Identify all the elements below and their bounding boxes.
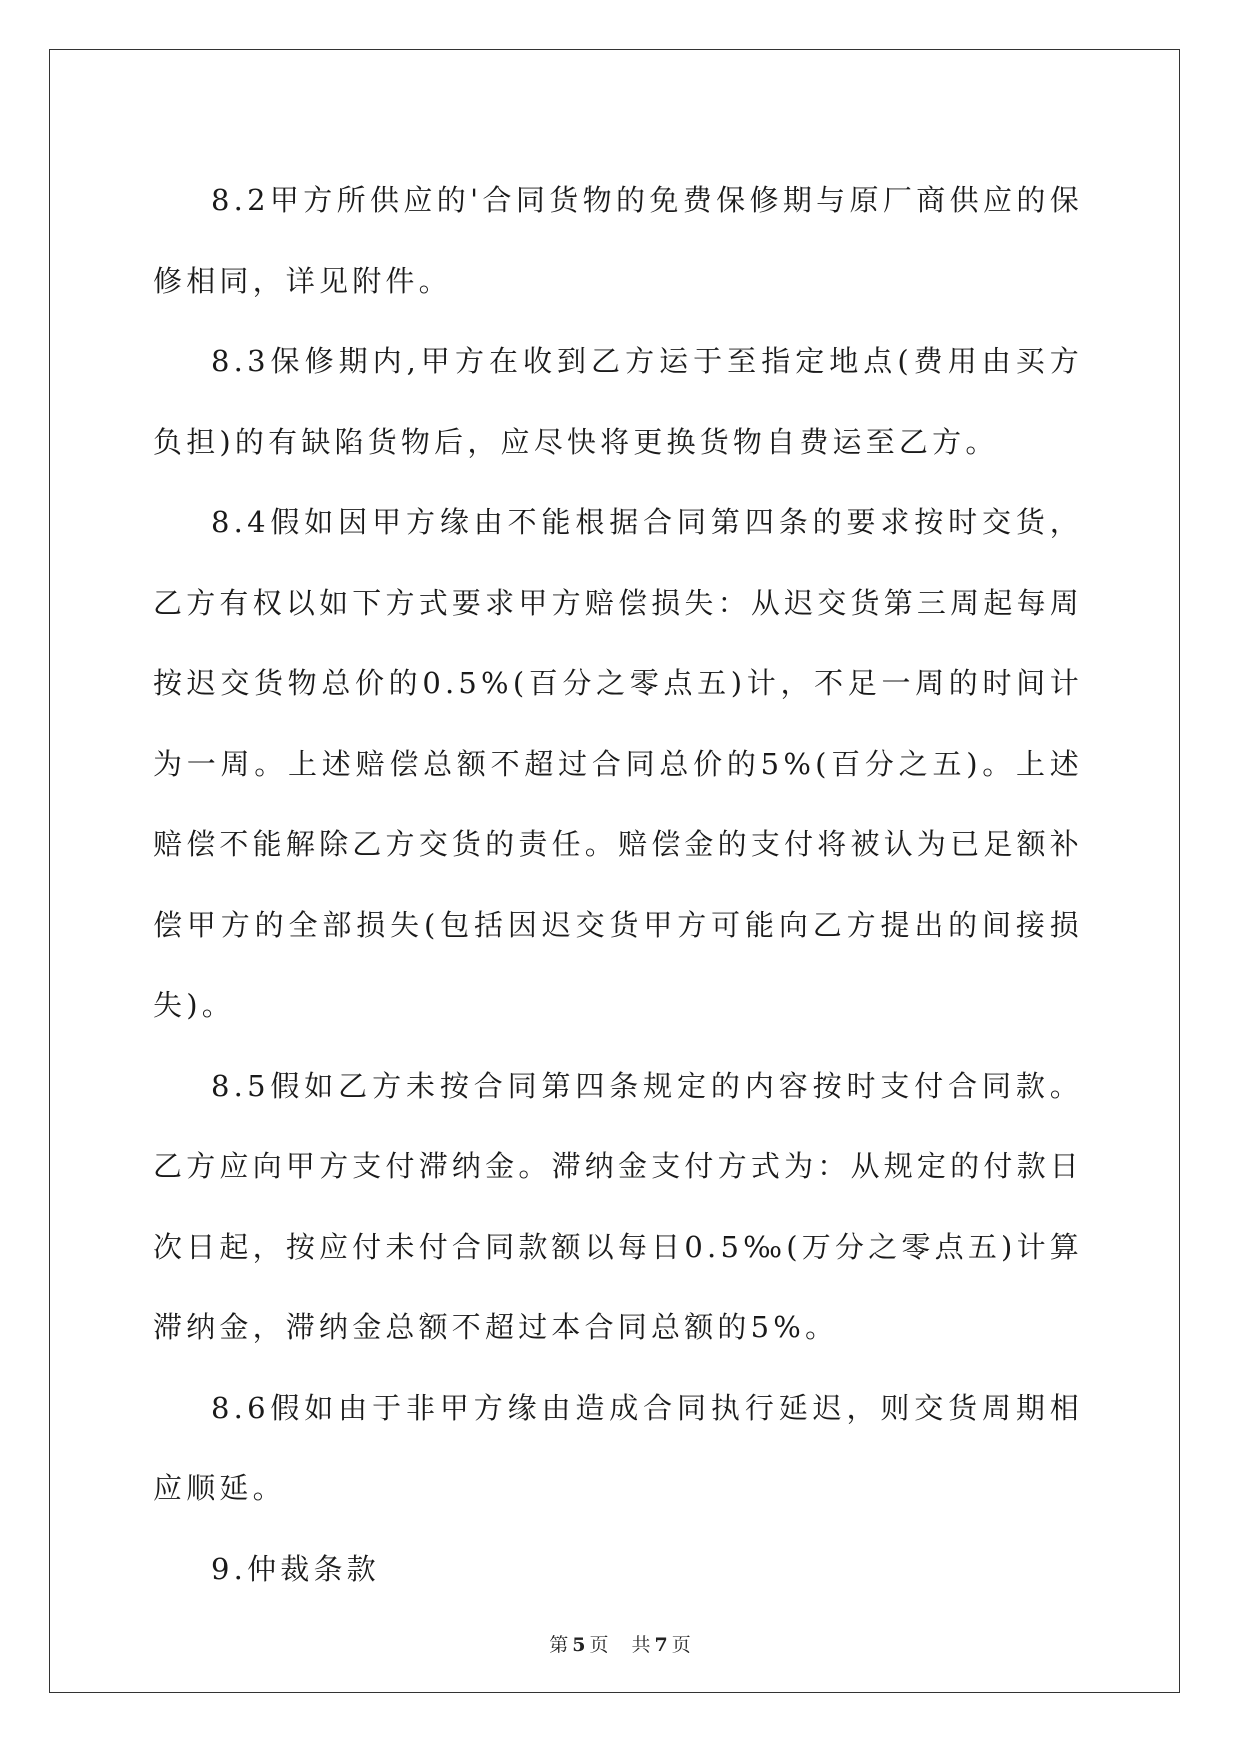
paragraph-8-3: 8.3保修期内,甲方在收到乙方运于至指定地点(费用由买方负担)的有缺陷货物后，应尽快将更换货物自费运至乙方。 bbox=[153, 344, 1083, 459]
page-number: 5 bbox=[572, 1634, 587, 1656]
document-body bbox=[153, 160, 1083, 1609]
paragraph-8-5: 8.5假如乙方未按合同第四条规定的内容按时支付合同款。乙方应向甲方支付滞纳金。滞纳金支付方式为：从规定的付款日次日起，按应付未付合同款额以每日0.5‰(万分之零点五)计算滞纳金，滞纳金总额不超过本合同总额的5%。 bbox=[153, 1068, 1083, 1344]
total-pages: 7 bbox=[654, 1634, 669, 1656]
paragraph-8-6: 8.6假如由于非甲方缘由造成合同执行延迟，则交货周期相应顺延。 bbox=[153, 1390, 1083, 1505]
section-9-heading: 9.仲裁条款 bbox=[211, 1551, 380, 1586]
total-prefix: 共 bbox=[631, 1634, 652, 1656]
page-footer bbox=[0, 1630, 1241, 1657]
page-suffix: 页 bbox=[589, 1634, 610, 1656]
total-suffix: 页 bbox=[671, 1634, 692, 1656]
paragraph-8-4: 8.4假如因甲方缘由不能根据合同第四条的要求按时交货，乙方有权以如下方式要求甲方赔偿损失：从迟交货第三周起每周按迟交货物总价的0.5%(百分之零点五)计，不足一周的时间计为一周。上述赔偿总额不超过合同总价的5%(百分之五)。上述赔偿不能解除乙方交货的责任。赔偿金的支付将被认为已足额补偿甲方的全部损失(包括因迟交货甲方可能向乙方提出的间接损失)。 bbox=[153, 505, 1083, 1022]
paragraph-8-2: 8.2甲方所供应的'合同货物的免费保修期与原厂商供应的保修相同，详见附件。 bbox=[153, 183, 1083, 298]
page-prefix: 第 bbox=[549, 1634, 570, 1656]
